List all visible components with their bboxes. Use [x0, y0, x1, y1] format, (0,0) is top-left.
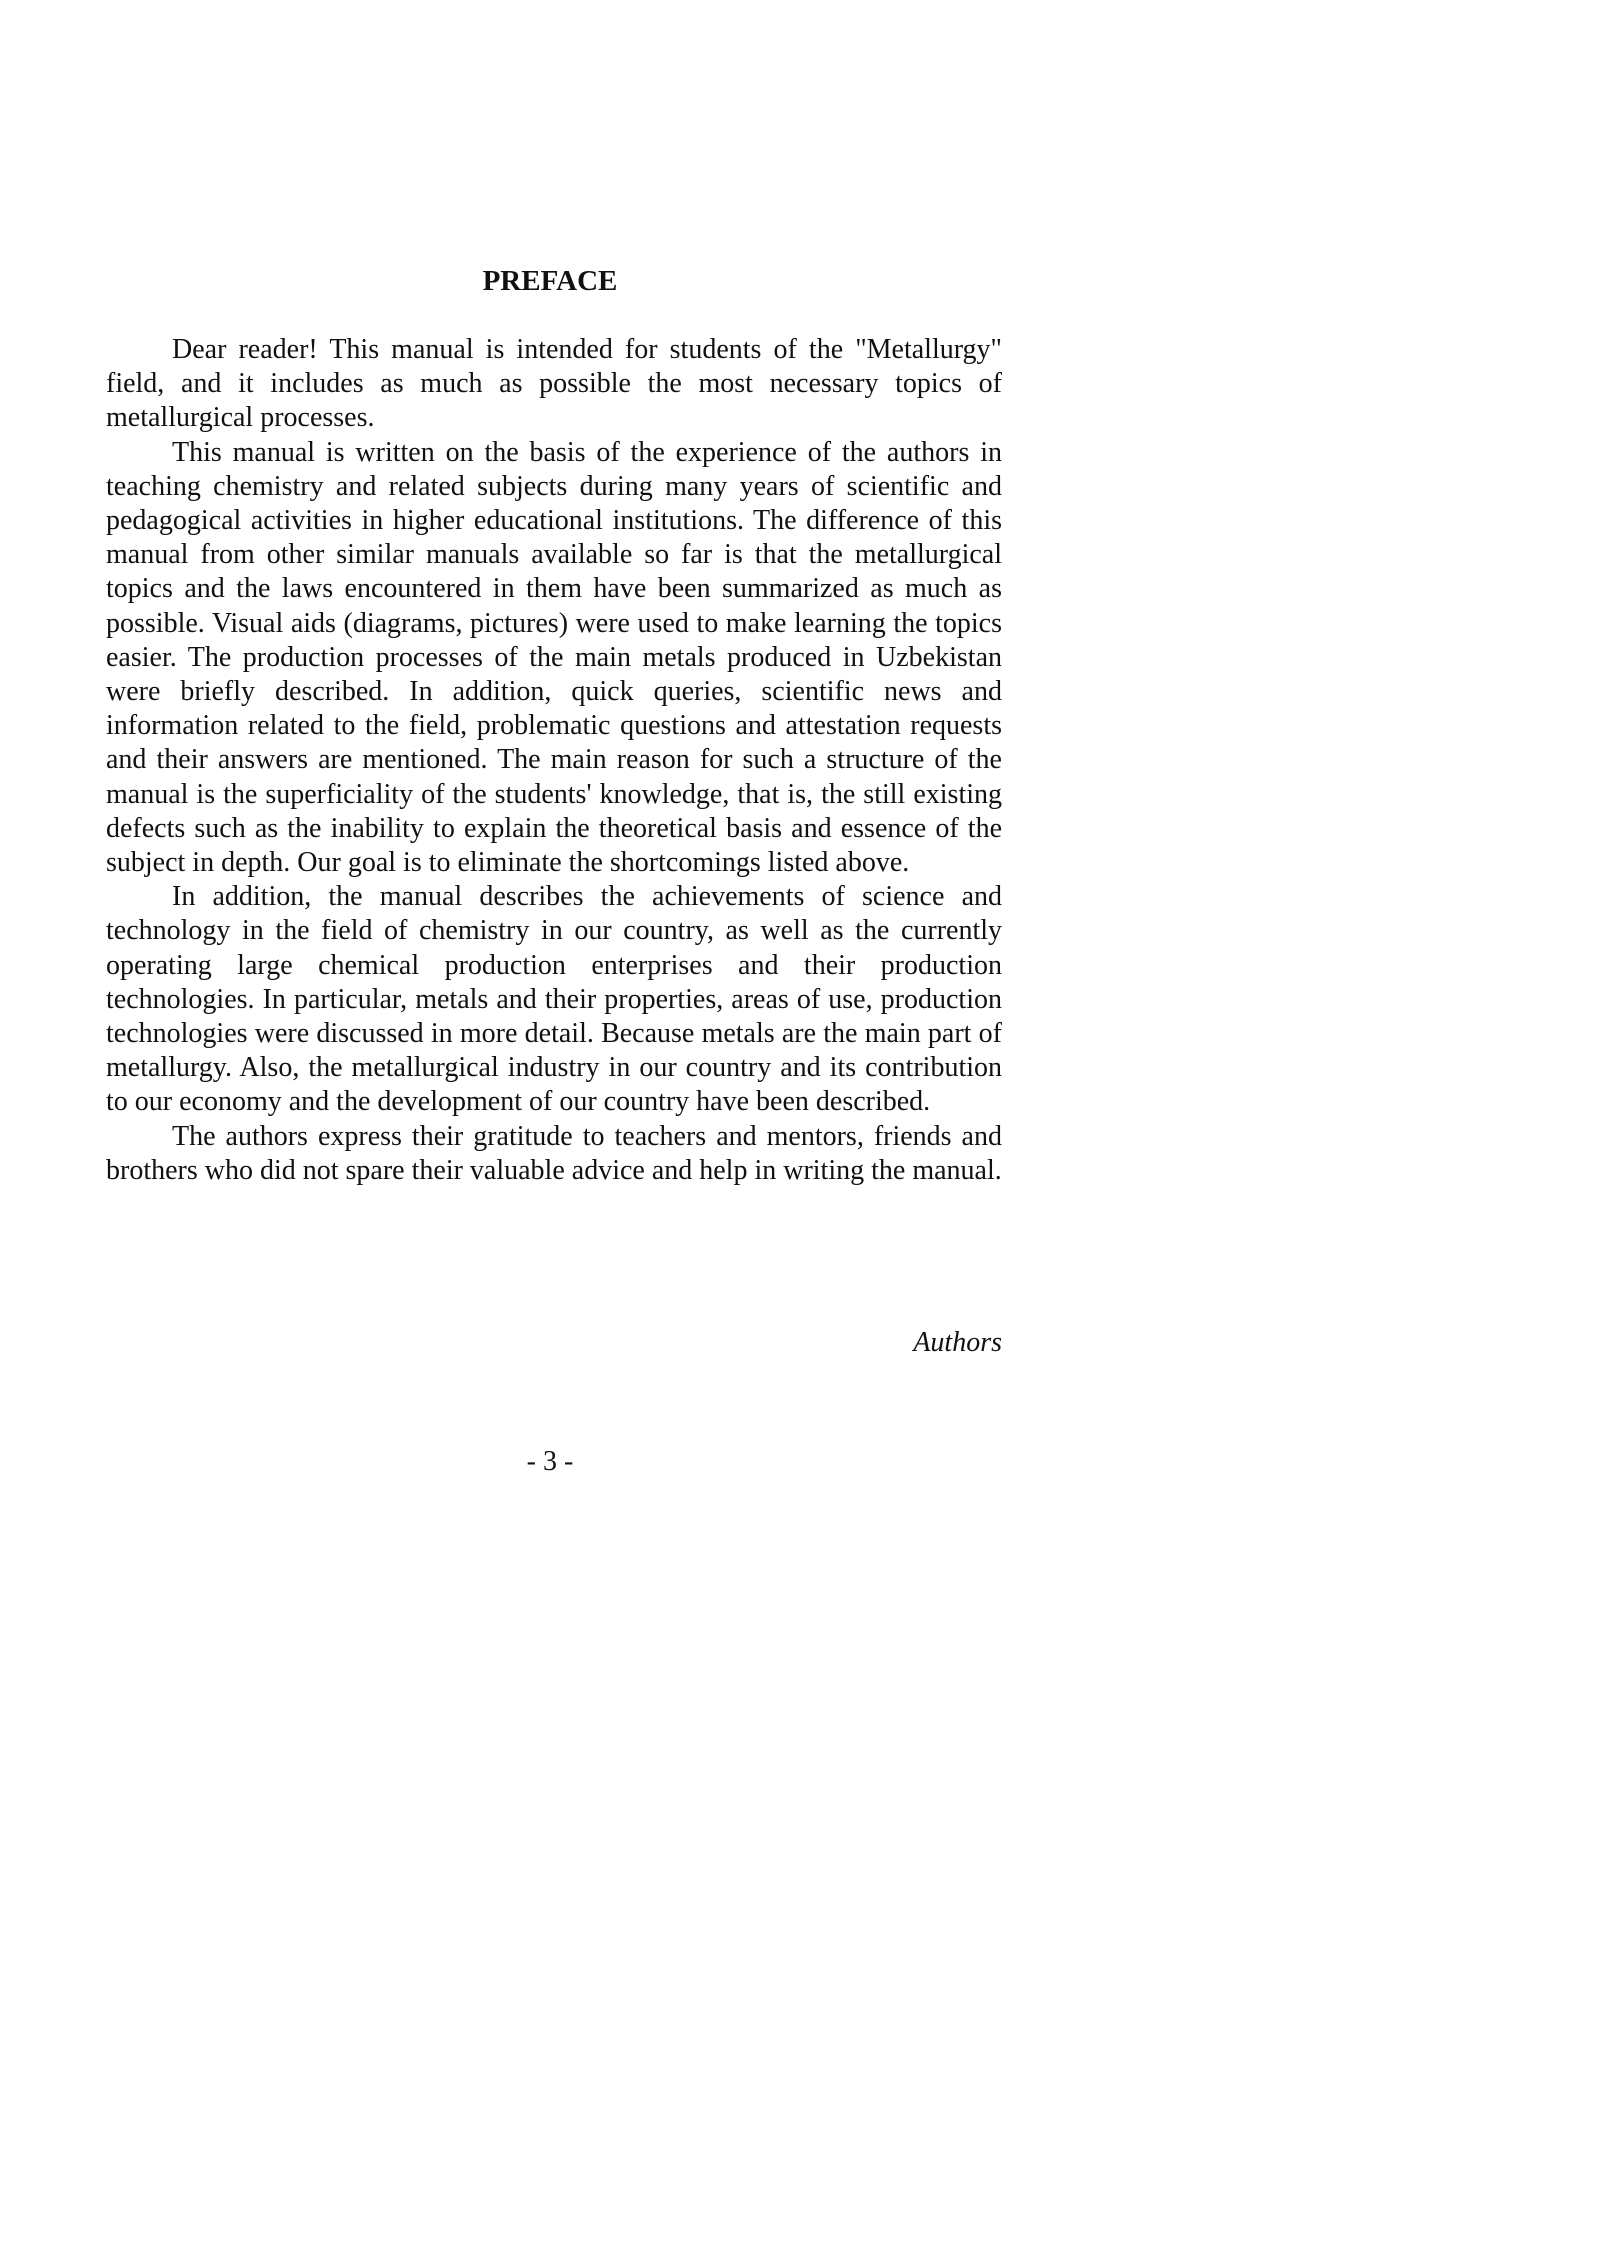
- paragraph-intro: Dear reader! This manual is intended for students of the "Metallurgy" field, and it includes as much as possible the most necessary topics of metallurgical processes.: [106, 334, 1002, 434]
- paragraph-achievements: In addition, the manual describes the achievements of science and technology in the field of chemistry in our country, as well as the currently operating large chemical production enterprises and their production technologies. In particular, metals and their properties, areas of use, production technologies were discussed in more detail. Because metals are the main part of metallurgy. Also, the metallurgical industry in our country and its contribution to our economy and the development of our country have been described.: [106, 881, 1002, 1118]
- paragraph-gratitude: The authors express their gratitude to teachers and mentors, friends and brothers who did not spare their valuable advice and help in writing the manual.: [106, 1120, 1002, 1186]
- preface-body: [106, 333, 1002, 1188]
- paragraph-experience: This manual is written on the basis of the experience of the authors in teaching chemistry and related subjects during many years of scientific and pedagogical activities in higher educational institutions. The difference of this manual from other similar manuals available so far is that the metallurgical topics and the laws encountered in them have been summarized as much as possible. Visual aids (diagrams, pictures) were used to make learning the topics easier. The production processes of the main metals produced in Uzbekistan were briefly described. In addition, quick queries, scientific news and information related to the field, problematic questions and attestation requests and their answers are mentioned. The main reason for such a structure of the manual is the superficiality of the students' knowledge, that is, the still existing defects such as the inability to explain the theoretical basis and essence of the subject in depth. Our goal is to eliminate the shortcomings listed above.: [106, 436, 1002, 879]
- page-title: PREFACE: [482, 265, 618, 297]
- page-number: - 3 -: [526, 1446, 574, 1477]
- authors-signature: Authors: [913, 1327, 1002, 1358]
- document-page: [0, 0, 1100, 1556]
